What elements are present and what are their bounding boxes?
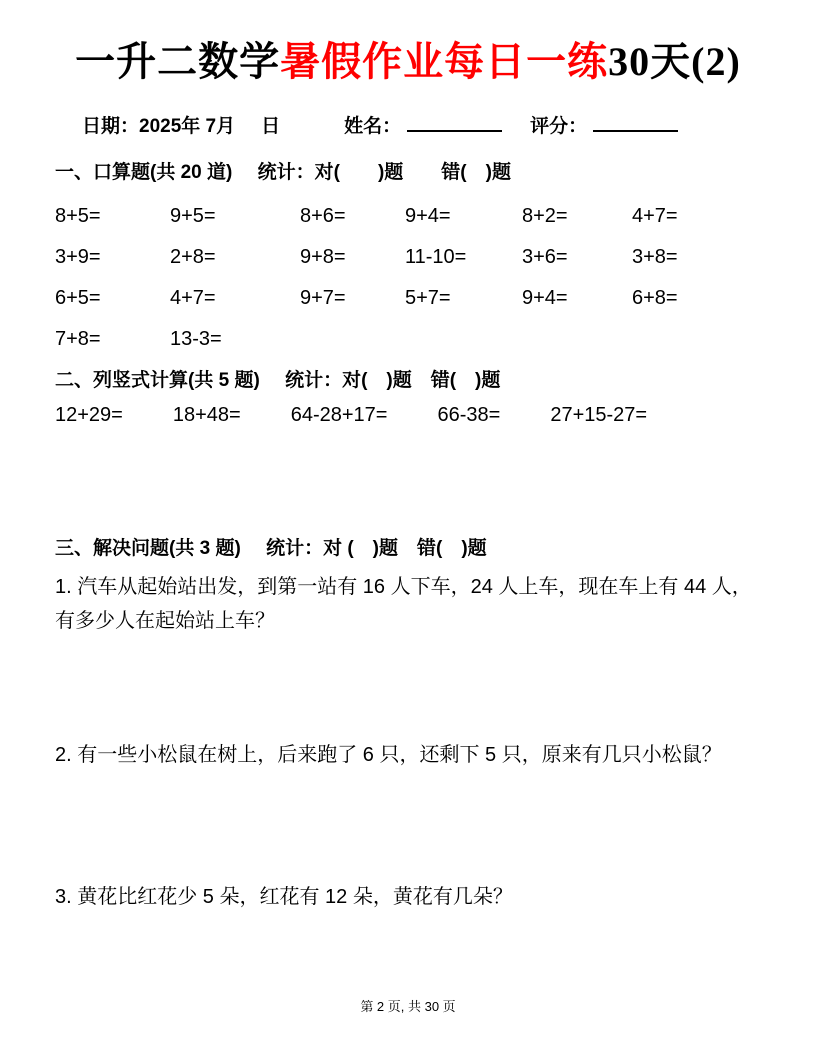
oral-problem: 9+4= (522, 287, 568, 309)
section-oral-stats: 统计：对( )题 错( )题 (257, 162, 511, 183)
page-title (55, 38, 761, 86)
oral-problem: 6+5= (55, 287, 101, 309)
oral-problem: 9+4= (405, 205, 451, 227)
oral-problem: 2+8= (170, 246, 216, 268)
oral-problem: 6+8= (632, 287, 678, 309)
oral-problem: 9+5= (170, 205, 216, 227)
name-label: 姓名： (344, 116, 402, 137)
oral-problem: 8+5= (55, 205, 101, 227)
vertical-problem: 66-38= (437, 404, 501, 426)
section-vertical-heading (55, 368, 761, 394)
page-number-footer: 第 2 页, 共 30 页 (360, 999, 456, 1014)
oral-problem: 4+7= (170, 287, 216, 309)
header-info-row (55, 112, 761, 140)
word-problem-2: 2. 有一些小松鼠在树上，后来跑了 6 只，还剩下 5 只，原来有几只小松鼠？ (55, 744, 722, 766)
word-problem-3: 3. 黄花比红花少 5 朵，红花有 12 朵，黄花有几朵？ (55, 886, 513, 908)
oral-problem: 13-3= (170, 328, 222, 350)
oral-problem: 3+9= (55, 246, 101, 268)
oral-problem: 3+8= (632, 246, 678, 268)
oral-problems-grid (55, 196, 755, 360)
section-oral-heading (55, 160, 761, 186)
title-black-right: 30天(2) (608, 39, 741, 84)
oral-problem: 9+8= (300, 246, 346, 268)
section-oral-title: 一、口算题(共 20 道) (55, 162, 233, 183)
vertical-problem: 18+48= (172, 404, 241, 426)
word-problem-1: 1. 汽车从起始站出发，到第一站有 16 人下车，24 人上车，现在车上有 44 人，有多少人在起始站上车？ (55, 576, 752, 632)
vertical-problems-row (55, 402, 761, 428)
section-word-title: 三、解决问题(共 3 题) (55, 538, 241, 559)
oral-problem: 3+6= (522, 246, 568, 268)
day-label: 日 (261, 116, 281, 137)
section-vertical-title: 二、列竖式计算(共 5 题) (55, 370, 260, 391)
date-value: 2025年 7月 (139, 116, 236, 137)
oral-problem: 8+2= (522, 205, 568, 227)
oral-problem: 4+7= (632, 205, 678, 227)
oral-problem: 11-10= (405, 246, 467, 268)
score-blank-field (593, 112, 678, 132)
section-word-heading (55, 536, 761, 562)
oral-problem: 5+7= (405, 287, 451, 309)
vertical-problem: 64-28+17= (290, 404, 388, 426)
date-label: 日期： (82, 116, 140, 137)
score-label: 评分： (530, 116, 588, 137)
oral-problem: 7+8= (55, 328, 101, 350)
vertical-problem: 12+29= (55, 404, 123, 426)
title-black-left: 一升二数学 (75, 39, 281, 84)
name-blank-field (407, 112, 502, 132)
vertical-problem: 27+15-27= (550, 404, 648, 426)
oral-problem: 8+6= (300, 205, 346, 227)
oral-problem: 9+7= (300, 287, 346, 309)
title-red-middle: 暑假作业每日一练 (280, 39, 609, 84)
section-vertical-stats: 统计：对( )题 错( )题 (285, 370, 501, 391)
section-word-stats: 统计：对 ( )题 错( )题 (266, 538, 487, 559)
